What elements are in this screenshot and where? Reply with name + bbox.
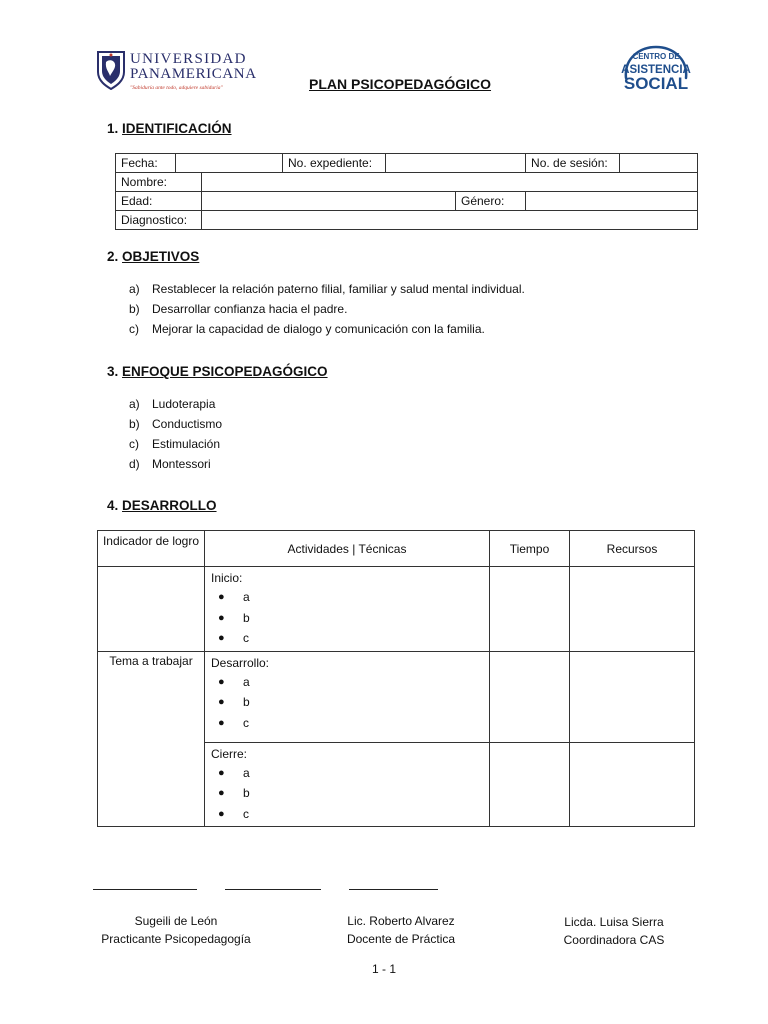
bullet-icon: ●	[218, 632, 225, 645]
stage-item-text: c	[243, 806, 249, 821]
page-number: 1 - 1	[371, 962, 397, 976]
diagnostico-field[interactable]	[202, 211, 698, 230]
stage-item	[205, 587, 489, 608]
development-row-inicio	[98, 567, 695, 652]
signer-name: Licda. Luisa Sierra	[564, 915, 664, 929]
bullet-icon: ●	[218, 787, 225, 800]
stage-item	[205, 672, 489, 693]
bullet-icon: ●	[218, 696, 225, 709]
genero-label: Género:	[456, 192, 526, 211]
section-heading-desarrollo	[107, 498, 217, 513]
stage-items-desarrollo	[205, 672, 489, 736]
section-heading-objetivos	[107, 249, 199, 264]
approach-text: Estimulación	[152, 437, 221, 451]
sesion-label: No. de sesión:	[526, 154, 620, 173]
list-marker: a)	[129, 397, 140, 411]
list-marker: c)	[129, 437, 139, 451]
signature-line	[349, 889, 438, 890]
stage-item-text: a	[243, 765, 250, 780]
stage-item-text: a	[243, 674, 250, 689]
edad-label: Edad:	[116, 192, 202, 211]
approach-text: Ludoterapia	[152, 397, 216, 411]
resources-cell-cierre[interactable]	[570, 742, 695, 827]
stage-item	[205, 628, 489, 649]
genero-field[interactable]	[526, 192, 698, 211]
cas-logo-line2: ASISTENCIA	[621, 64, 691, 76]
stage-item	[205, 763, 489, 784]
indicator-header: Indicador de logro	[98, 531, 205, 567]
development-header-row	[98, 531, 695, 567]
objective-text: Desarrollar confianza hacia el padre.	[152, 302, 348, 316]
approach-text: Montessori	[152, 457, 211, 471]
time-cell-desarrollo[interactable]	[490, 651, 570, 742]
expediente-label: No. expediente:	[283, 154, 386, 173]
identification-row-nombre	[116, 173, 698, 192]
section-title: DESARROLLO	[122, 498, 217, 513]
development-row-desarrollo	[98, 651, 695, 742]
topic-cell[interactable]	[98, 651, 205, 827]
cas-logo-line1: CENTRO DE	[632, 52, 680, 61]
diagnostico-label: Diagnostico:	[116, 211, 202, 230]
activities-header: Actividades | Técnicas	[205, 531, 490, 567]
edad-field[interactable]	[202, 192, 456, 211]
time-cell-inicio[interactable]	[490, 567, 570, 652]
document-title: PLAN PSICOPEDAGÓGICO	[309, 76, 492, 92]
stage-items-cierre	[205, 763, 489, 827]
stage-item-text: a	[243, 590, 250, 605]
signature-block-coordinadora	[543, 913, 685, 949]
bullet-icon: ●	[218, 611, 225, 624]
approach-text: Conductismo	[152, 417, 223, 431]
stage-item-text: b	[243, 610, 250, 625]
stage-item-text: c	[243, 715, 249, 730]
activities-cell-desarrollo[interactable]	[205, 651, 490, 742]
development-table	[97, 530, 695, 827]
list-marker: b)	[129, 302, 140, 316]
stage-item-text: b	[243, 786, 250, 801]
bullet-icon: ●	[218, 807, 225, 820]
fecha-field[interactable]	[176, 154, 283, 173]
bullet-icon: ●	[218, 591, 225, 604]
topic-label: Tema a trabajar	[109, 653, 193, 668]
signature-line	[93, 889, 197, 890]
signature-block-docente	[326, 912, 476, 948]
objective-item	[129, 279, 689, 299]
signature-block-practicante	[96, 912, 256, 948]
list-marker: b)	[129, 417, 140, 431]
section-number: 2.	[107, 249, 119, 264]
resources-header: Recursos	[570, 531, 695, 567]
objective-text: Restablecer la relación paterno filial, familiar y salud mental individual.	[152, 282, 525, 296]
stage-title-desarrollo: Desarrollo:	[211, 655, 270, 670]
stage-item-text: c	[243, 631, 249, 646]
nombre-field[interactable]	[202, 173, 698, 192]
section-number: 4.	[107, 498, 119, 513]
university-name-line1: UNIVERSIDAD	[130, 51, 247, 67]
activities-cell-inicio[interactable]	[205, 567, 490, 652]
list-marker: a)	[129, 282, 140, 296]
signer-role: Coordinadora CAS	[563, 933, 665, 947]
identification-row-diagnostico	[116, 211, 698, 230]
list-marker: d)	[129, 457, 140, 471]
stage-title-inicio: Inicio:	[211, 571, 243, 585]
identification-table	[115, 153, 698, 230]
bullet-icon: ●	[218, 766, 225, 779]
signature-line	[225, 889, 321, 890]
section-heading-identificacion	[107, 121, 232, 136]
signer-name: Lic. Roberto Alvarez	[347, 914, 455, 928]
resources-cell-inicio[interactable]	[570, 567, 695, 652]
approach-item	[129, 454, 429, 474]
section-number: 3.	[107, 364, 119, 379]
university-name-line2: PANAMERICANA	[130, 66, 257, 82]
indicator-cell[interactable]	[98, 567, 205, 652]
resources-cell-desarrollo[interactable]	[570, 651, 695, 742]
university-shield-icon	[96, 50, 126, 90]
identification-row-edad	[116, 192, 698, 211]
identification-row-fecha	[116, 154, 698, 173]
time-cell-cierre[interactable]	[490, 742, 570, 827]
stage-item-text: b	[243, 695, 250, 710]
list-marker: c)	[129, 322, 139, 336]
bullet-icon: ●	[218, 716, 225, 729]
objective-item	[129, 299, 689, 319]
objective-text: Mejorar la capacidad de dialogo y comunicación con la familia.	[152, 322, 485, 336]
sesion-field[interactable]	[620, 154, 698, 173]
university-logo	[96, 50, 256, 94]
approach-item	[129, 434, 429, 454]
cas-badge-icon	[620, 44, 692, 98]
stage-item	[205, 608, 489, 629]
approach-item	[129, 414, 429, 434]
section-title: ENFOQUE PSICOPEDAGÓGICO	[122, 364, 328, 379]
section-number: 1.	[107, 121, 119, 136]
university-motto: "Sabiduría ante todo, adquiere sabiduría"	[130, 85, 223, 91]
stage-item	[205, 783, 489, 804]
bullet-icon: ●	[218, 675, 225, 688]
objectives-list	[129, 279, 689, 339]
cas-logo-line3: SOCIAL	[623, 74, 689, 93]
objective-item	[129, 319, 689, 339]
stage-items-inicio	[205, 587, 489, 651]
stage-item	[205, 804, 489, 825]
activities-cell-cierre[interactable]	[205, 742, 490, 827]
time-header: Tiempo	[490, 531, 570, 567]
signer-name: Sugeili de León	[134, 914, 218, 928]
section-title: OBJETIVOS	[122, 249, 200, 264]
stage-title-cierre: Cierre:	[211, 746, 248, 761]
expediente-field[interactable]	[386, 154, 526, 173]
section-title: IDENTIFICACIÓN	[122, 121, 232, 136]
stage-item	[205, 713, 489, 734]
fecha-label: Fecha:	[116, 154, 176, 173]
cas-logo	[620, 44, 692, 98]
approach-item	[129, 394, 429, 414]
signer-role: Practicante Psicopedagogía	[101, 932, 251, 946]
section-heading-enfoque	[107, 364, 328, 379]
stage-item	[205, 692, 489, 713]
signer-role: Docente de Práctica	[346, 932, 456, 946]
nombre-label: Nombre:	[116, 173, 202, 192]
approaches-list	[129, 394, 429, 474]
